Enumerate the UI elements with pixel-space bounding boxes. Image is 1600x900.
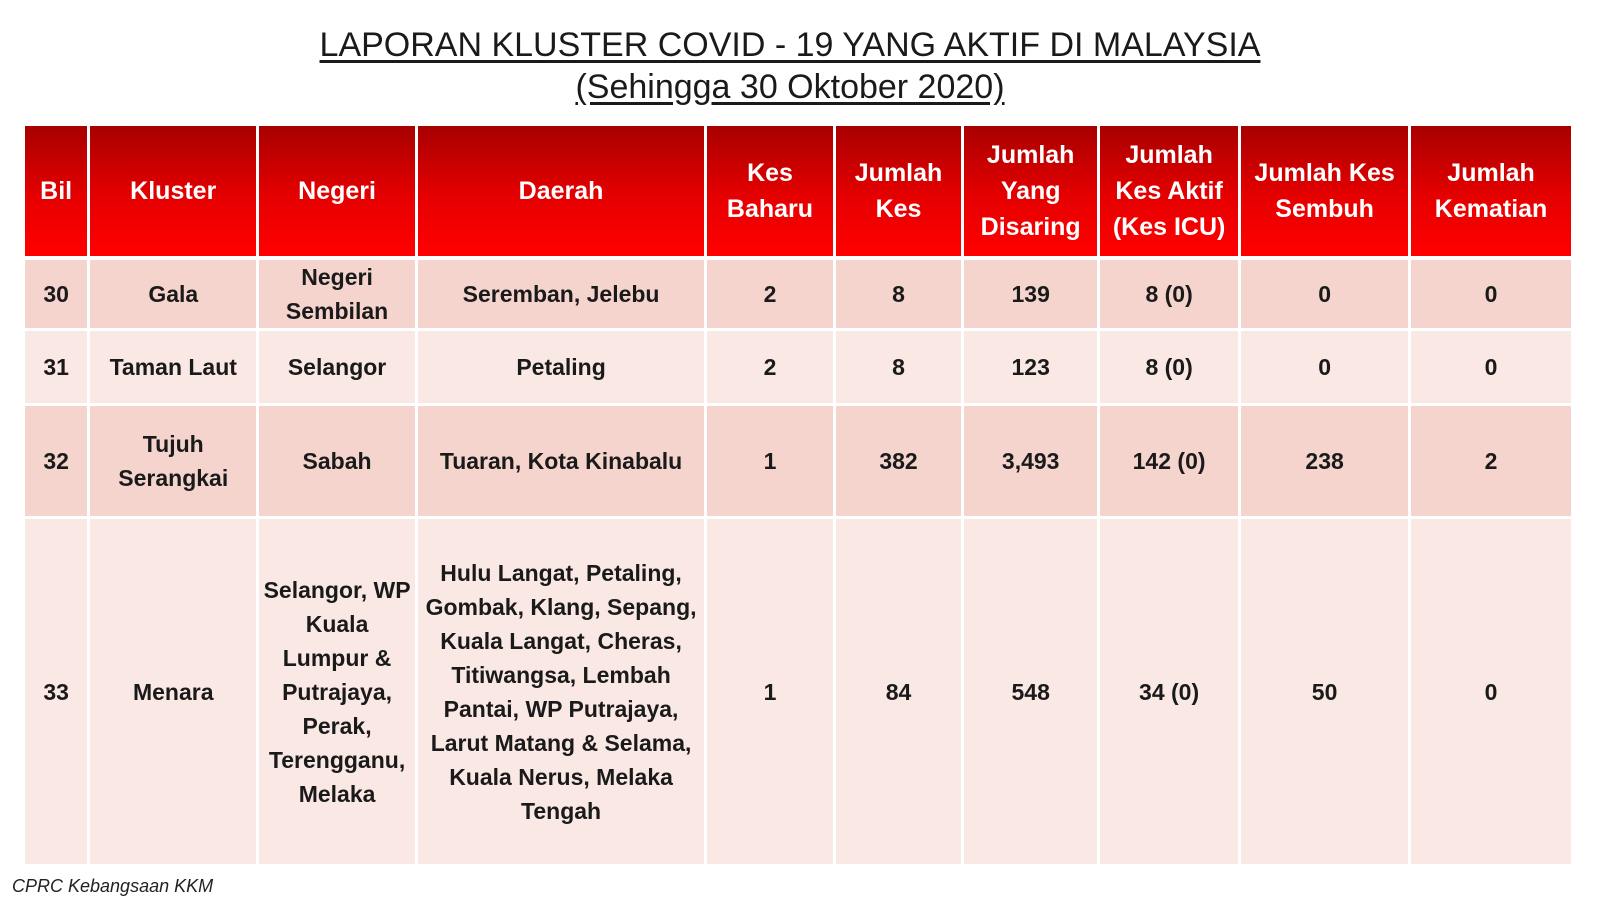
cell-kluster: Gala xyxy=(90,260,256,331)
cell-aktif: 8 (0) xyxy=(1100,331,1238,406)
cell-disaring: 123 xyxy=(964,331,1097,406)
cell-disaring: 3,493 xyxy=(964,406,1097,519)
cell-jumlah-kes: 84 xyxy=(836,519,962,864)
table-row xyxy=(25,406,1571,519)
header-kes-sembuh: Jumlah Kes Sembuh xyxy=(1241,126,1408,260)
cell-sembuh: 238 xyxy=(1241,406,1408,519)
cell-kluster: Tujuh Serangkai xyxy=(90,406,256,519)
cell-daerah: Hulu Langat, Petaling, Gombak, Klang, Sepang, Kuala Langat, Cheras, Titiwangsa, Lembah Pantai, WP Putrajaya, Larut Matang & Selama, Kuala Nerus, Melaka Tengah xyxy=(418,519,704,864)
cell-aktif: 8 (0) xyxy=(1100,260,1238,331)
cell-negeri: Selangor, WP Kuala Lumpur & Putrajaya, Perak, Terengganu, Melaka xyxy=(259,519,415,864)
table-row xyxy=(25,260,1571,331)
cell-kematian: 0 xyxy=(1411,260,1571,331)
table-row xyxy=(25,331,1571,406)
source-footer: CPRC Kebangsaan KKM xyxy=(12,876,214,896)
cell-bil: 30 xyxy=(25,260,87,331)
cell-jumlah-kes: 8 xyxy=(836,331,962,406)
cell-kes-baharu: 1 xyxy=(707,519,833,864)
cell-sembuh: 0 xyxy=(1241,331,1408,406)
cell-negeri: Sabah xyxy=(259,406,415,519)
header-kluster: Kluster xyxy=(90,126,256,260)
cell-kematian: 0 xyxy=(1411,519,1571,864)
header-kematian: Jumlah Kematian xyxy=(1411,126,1571,260)
title-line-1: LAPORAN KLUSTER COVID - 19 YANG AKTIF DI MALAYSIA xyxy=(319,26,1261,64)
report-title xyxy=(0,24,1580,108)
cell-kes-baharu: 2 xyxy=(707,331,833,406)
cell-kes-baharu: 2 xyxy=(707,260,833,331)
header-kes-aktif: Jumlah Kes Aktif (Kes ICU) xyxy=(1100,126,1238,260)
cell-disaring: 139 xyxy=(964,260,1097,331)
cluster-table xyxy=(22,126,1574,864)
header-negeri: Negeri xyxy=(259,126,415,260)
cell-kematian: 2 xyxy=(1411,406,1571,519)
cell-bil: 32 xyxy=(25,406,87,519)
cell-aktif: 34 (0) xyxy=(1100,519,1238,864)
cell-daerah: Petaling xyxy=(418,331,704,406)
table-header-row xyxy=(25,126,1571,260)
title-line-2: (Sehingga 30 Oktober 2020) xyxy=(575,68,1005,106)
cell-disaring: 548 xyxy=(964,519,1097,864)
cell-kluster: Menara xyxy=(90,519,256,864)
cell-aktif: 142 (0) xyxy=(1100,406,1238,519)
header-jumlah-kes: Jumlah Kes xyxy=(836,126,962,260)
cell-bil: 31 xyxy=(25,331,87,406)
header-bil: Bil xyxy=(25,126,87,260)
header-kes-baharu: Kes Baharu xyxy=(707,126,833,260)
cell-kes-baharu: 1 xyxy=(707,406,833,519)
cell-daerah: Seremban, Jelebu xyxy=(418,260,704,331)
cell-jumlah-kes: 8 xyxy=(836,260,962,331)
table-row xyxy=(25,519,1571,864)
cell-jumlah-kes: 382 xyxy=(836,406,962,519)
cell-daerah: Tuaran, Kota Kinabalu xyxy=(418,406,704,519)
cell-negeri: Negeri Sembilan xyxy=(259,260,415,331)
header-jumlah-disaring: Jumlah Yang Disaring xyxy=(964,126,1097,260)
cell-kluster: Taman Laut xyxy=(90,331,256,406)
cell-kematian: 0 xyxy=(1411,331,1571,406)
cell-sembuh: 0 xyxy=(1241,260,1408,331)
cell-sembuh: 50 xyxy=(1241,519,1408,864)
header-daerah: Daerah xyxy=(418,126,704,260)
cell-bil: 33 xyxy=(25,519,87,864)
cell-negeri: Selangor xyxy=(259,331,415,406)
